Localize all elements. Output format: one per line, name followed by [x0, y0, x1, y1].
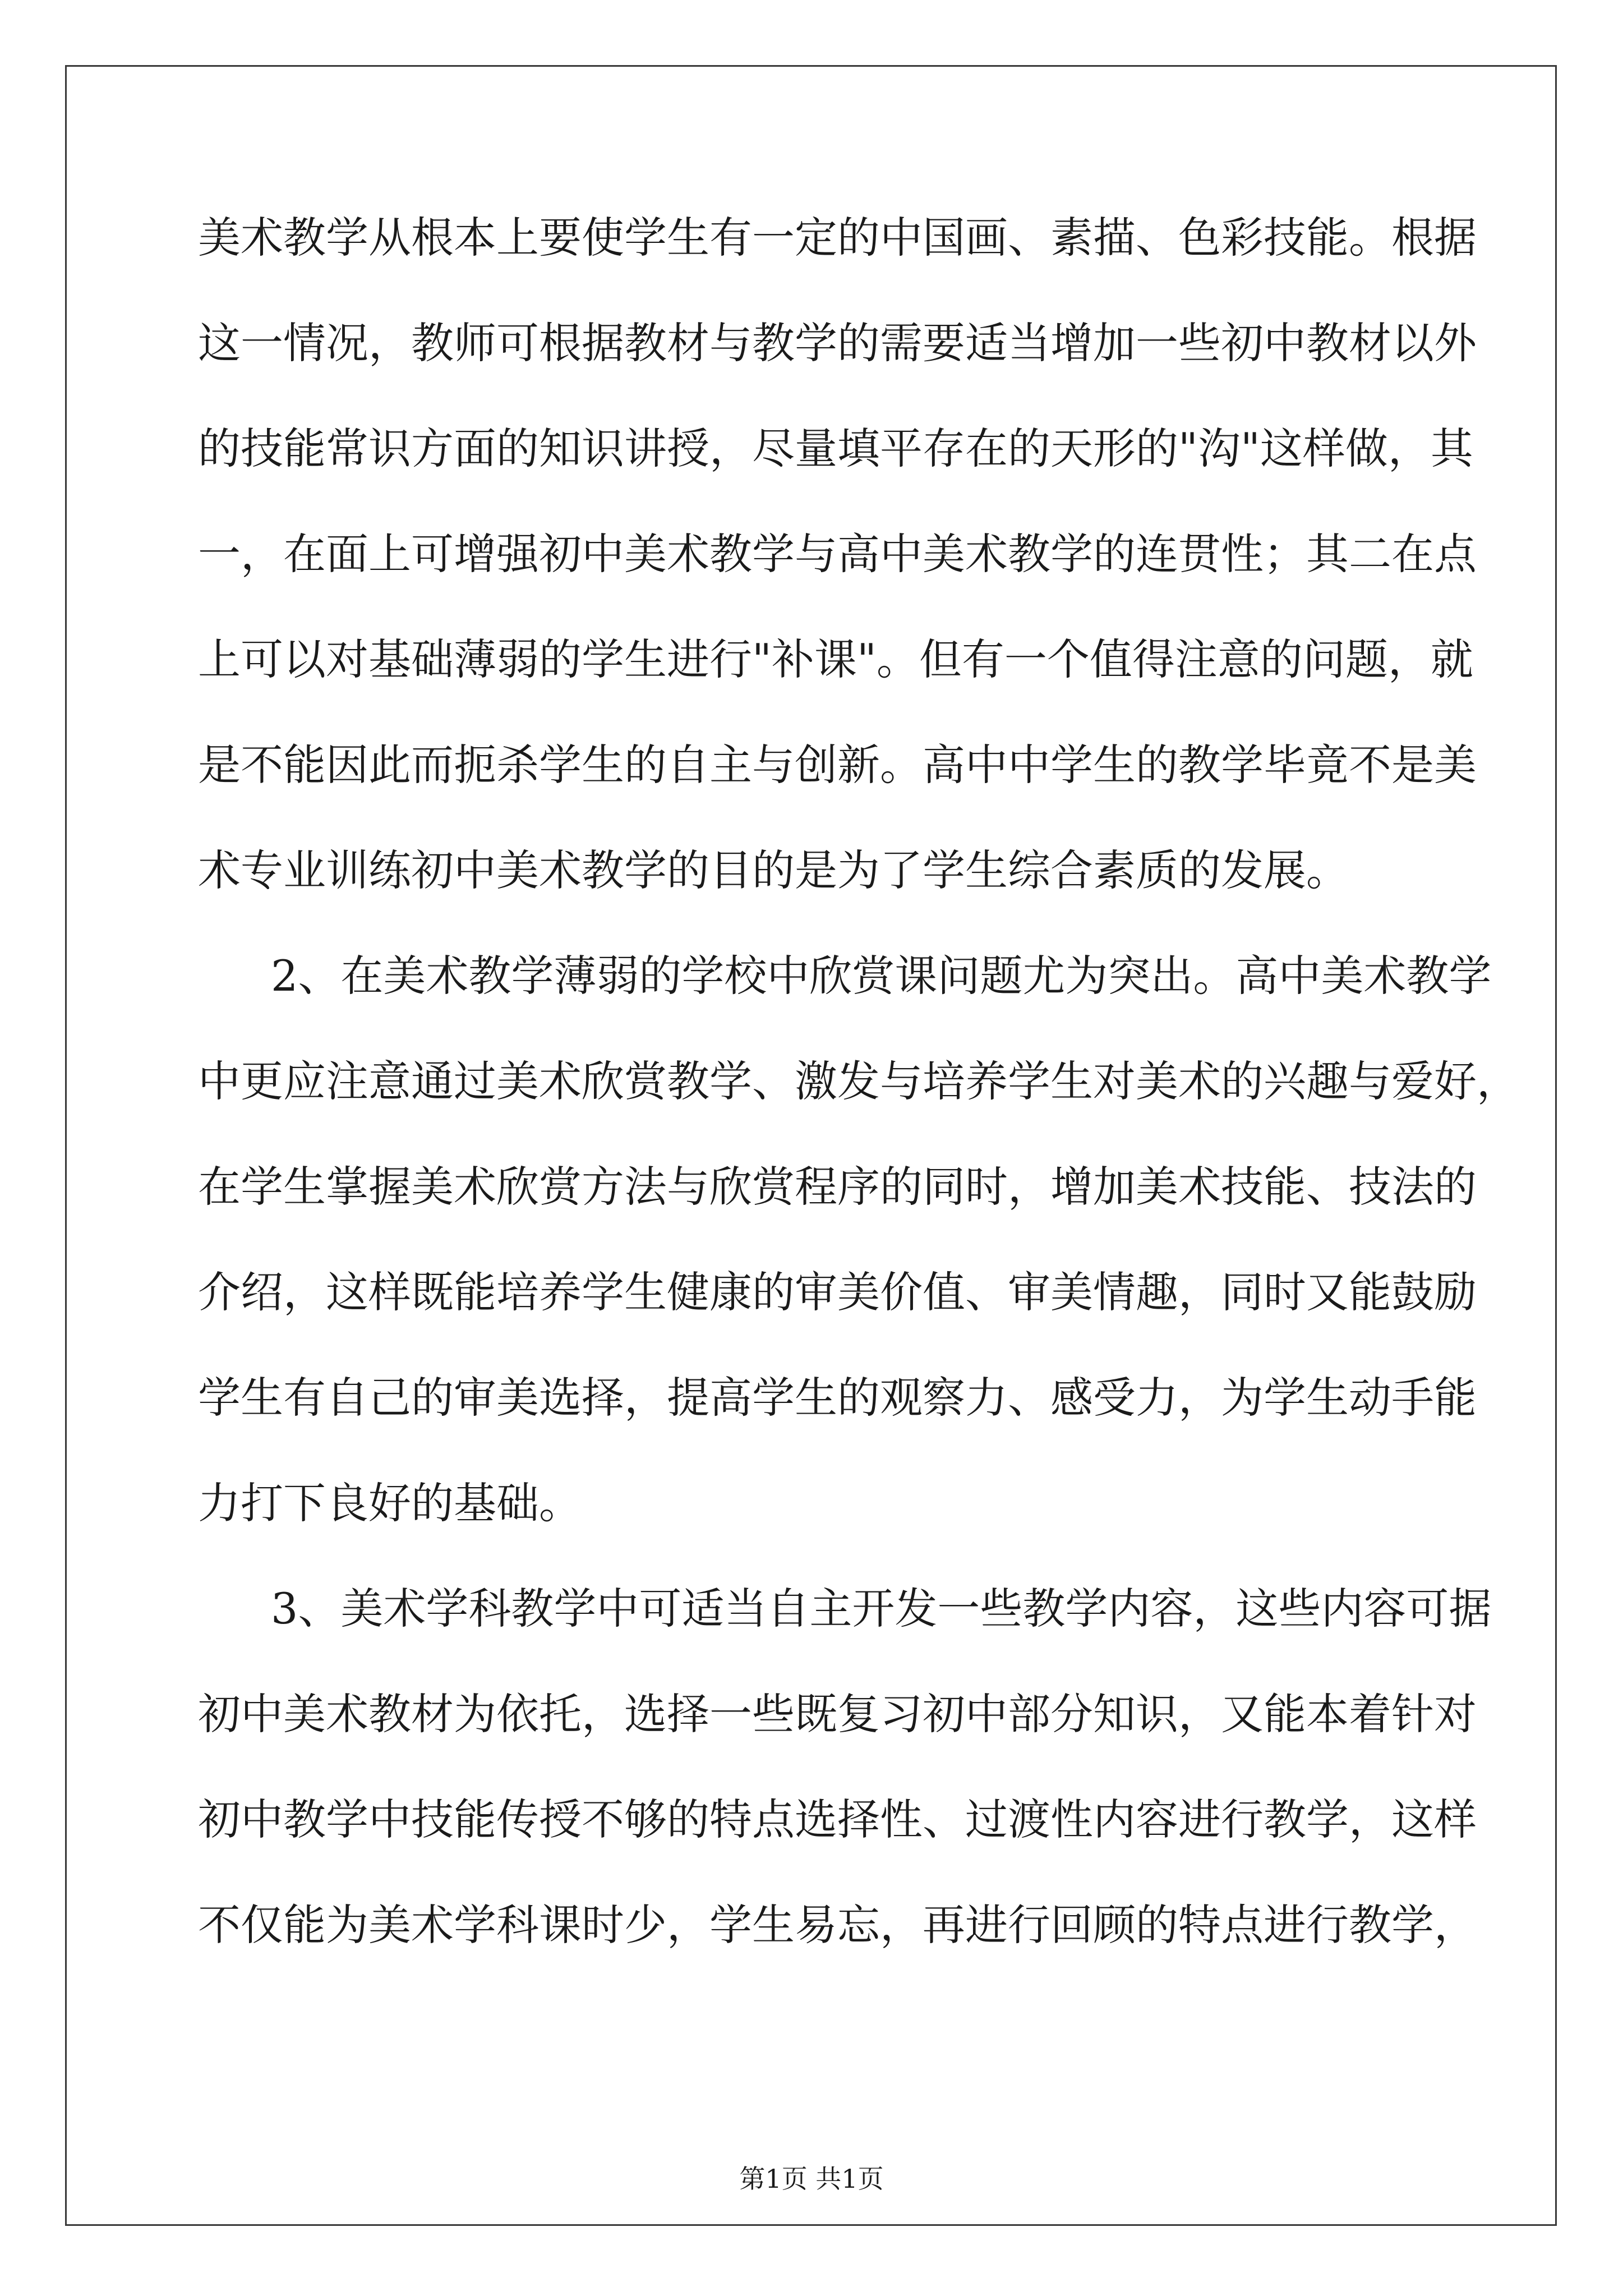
paragraph-start-line: 2、在美术教学薄弱的学校中欣赏课问题尤为突出。高中美术教学: [271, 951, 1492, 1001]
document-body: [198, 213, 1519, 2006]
text-line: 力打下良好的基础。: [198, 1478, 582, 1528]
text-line: 术专业训练初中美术教学的目的是为了学生综合素质的发展。: [198, 845, 1349, 895]
text-line: 介绍，这样既能培养学生健康的审美价值、审美情趣，同时又能鼓励: [198, 1267, 1477, 1317]
page-number-footer: 第1页 共1页: [739, 2164, 884, 2194]
text-line: 上可以对基础薄弱的学生进行"补课"。但有一个值得注意的问题，就: [198, 634, 1473, 684]
text-line: 初中教学中技能传授不够的特点选择性、过渡性内容进行教学，这样: [198, 1795, 1477, 1844]
text-line: 不仅能为美术学科课时少，学生易忘，再进行回顾的特点进行教学，: [198, 1900, 1477, 1950]
paragraph-start-line: 3、美术学科教学中可适当自主开发一些教学内容，这些内容可据: [271, 1584, 1492, 1634]
text-line: 初中美术教材为依托，选择一些既复习初中部分知识，又能本着针对: [198, 1689, 1477, 1739]
text-line: 这一情况，教师可根据教材与教学的需要适当增加一些初中教材以外: [198, 318, 1477, 368]
text-line: 的技能常识方面的知识讲授，尽量填平存在的天形的"沟"这样做，其: [198, 424, 1473, 473]
text-line: 中更应注意通过美术欣赏教学、激发与培养学生对美术的兴趣与爱好，: [198, 1056, 1519, 1106]
text-line: 学生有自己的审美选择，提高学生的观察力、感受力，为学生动手能: [198, 1373, 1477, 1423]
text-line: 美术教学从根本上要使学生有一定的中国画、素描、色彩技能。根据: [198, 213, 1477, 263]
text-line: 一，在面上可增强初中美术教学与高中美术教学的连贯性；其二在点: [198, 529, 1477, 579]
text-line: 是不能因此而扼杀学生的自主与创新。高中中学生的教学毕竟不是美: [198, 740, 1477, 790]
text-line: 在学生掌握美术欣赏方法与欣赏程序的同时，增加美术技能、技法的: [198, 1162, 1477, 1212]
